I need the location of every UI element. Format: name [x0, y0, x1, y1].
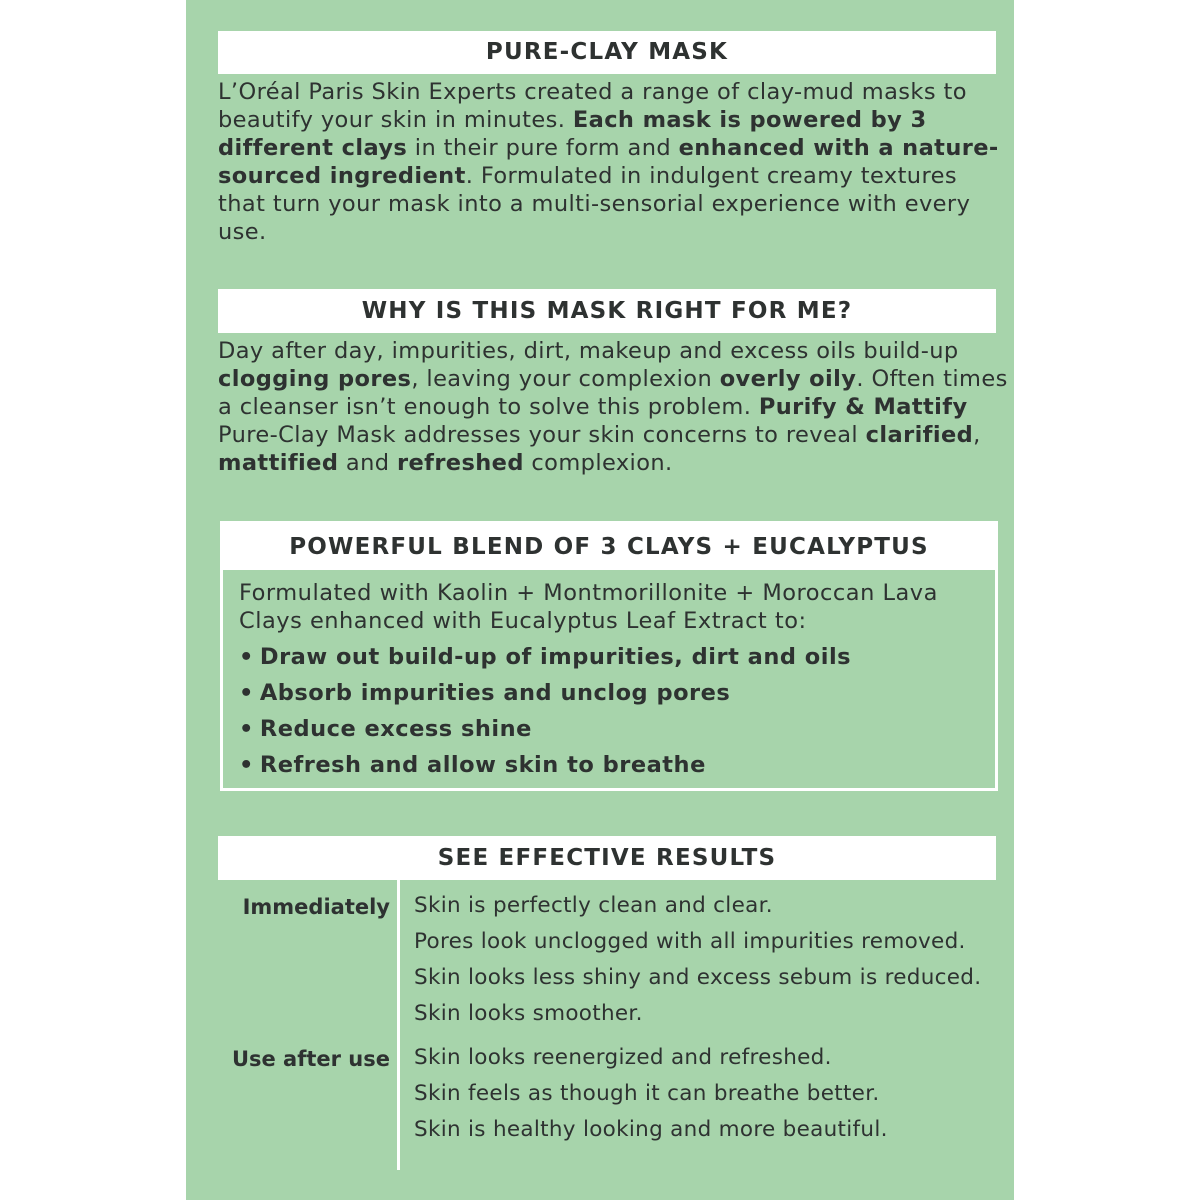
section-title-why-right: WHY IS THIS MASK RIGHT FOR ME?: [218, 289, 996, 333]
emphasis-text: clogging pores: [218, 366, 412, 392]
results-immediately-list: [414, 888, 981, 1032]
body-text: complexion.: [523, 450, 673, 476]
blend-box: [220, 521, 998, 791]
emphasis-text: refreshed: [396, 450, 524, 476]
result-line: Skin is perfectly clean and clear.: [414, 893, 773, 918]
blend-intro: Formulated with Kaolin + Montmorillonite + Moroccan Lava Clays enhanced with Eucalyptus Leaf Extract to:: [239, 580, 938, 634]
emphasis-text: mattified: [218, 450, 339, 476]
emphasis-text: Each mask is powered by 3 different clays: [218, 107, 927, 161]
results-use-after-use-list: [414, 1040, 888, 1148]
why-right-paragraph: [218, 337, 1008, 477]
benefit-item: • Absorb impurities and unclog pores: [239, 680, 731, 706]
bullet-icon: •: [239, 680, 254, 706]
benefit-item: • Refresh and allow skin to breathe: [239, 752, 706, 778]
result-line: Skin is healthy looking and more beautiful.: [414, 1117, 888, 1142]
emphasis-text: enhanced with a nature-sourced ingredient: [218, 135, 999, 189]
result-label-use-after-use: Use after use: [231, 1047, 390, 1071]
emphasis-text: Purify & Mattify: [758, 394, 968, 420]
result-line: Skin looks less shiny and excess sebum is reduced.: [414, 965, 982, 990]
emphasis-text: overly oily: [719, 366, 857, 392]
body-text: Pure-Clay Mask addresses your skin concerns to reveal: [218, 422, 866, 448]
bullet-icon: •: [239, 644, 254, 670]
body-text: , leaving your complexion: [411, 366, 720, 392]
result-line: Skin feels as though it can breathe better.: [414, 1081, 880, 1106]
benefit-item: • Draw out build-up of impurities, dirt and oils: [239, 644, 852, 670]
body-text: . Often times a cleanser isn’t enough to solve this problem.: [218, 366, 1008, 420]
section-title-effective-results: SEE EFFECTIVE RESULTS: [218, 836, 996, 880]
result-line: Skin looks reenergized and refreshed.: [414, 1045, 832, 1070]
section-title-powerful-blend: POWERFUL BLEND OF 3 CLAYS + EUCALYPTUS: [223, 524, 995, 570]
result-line: Skin looks smoother.: [414, 1001, 643, 1026]
bullet-icon: •: [239, 752, 254, 778]
benefit-item: • Reduce excess shine: [239, 716, 532, 742]
pure-clay-mask-paragraph: [218, 78, 1008, 246]
body-text: and: [338, 450, 397, 476]
benefit-list: [239, 639, 851, 783]
emphasis-text: clarified: [865, 422, 974, 448]
result-label-immediately: Immediately: [242, 895, 390, 919]
bullet-icon: •: [239, 716, 254, 742]
body-text: . Formulated in indulgent creamy textures that turn your mask into a multi-sensorial experience with every use.: [218, 163, 971, 245]
results-divider: [397, 880, 400, 1170]
body-text: in their pure form and: [407, 135, 679, 161]
body-text: L’Oréal Paris Skin Experts created a range of clay-mud masks to beautify your skin in minutes.: [218, 79, 967, 133]
body-text: ,: [973, 422, 981, 448]
body-text: Day after day, impurities, dirt, makeup and excess oils build-up: [218, 338, 959, 364]
result-line: Pores look unclogged with all impurities removed.: [414, 929, 966, 954]
section-title-pure-clay-mask: PURE-CLAY MASK: [218, 31, 996, 74]
